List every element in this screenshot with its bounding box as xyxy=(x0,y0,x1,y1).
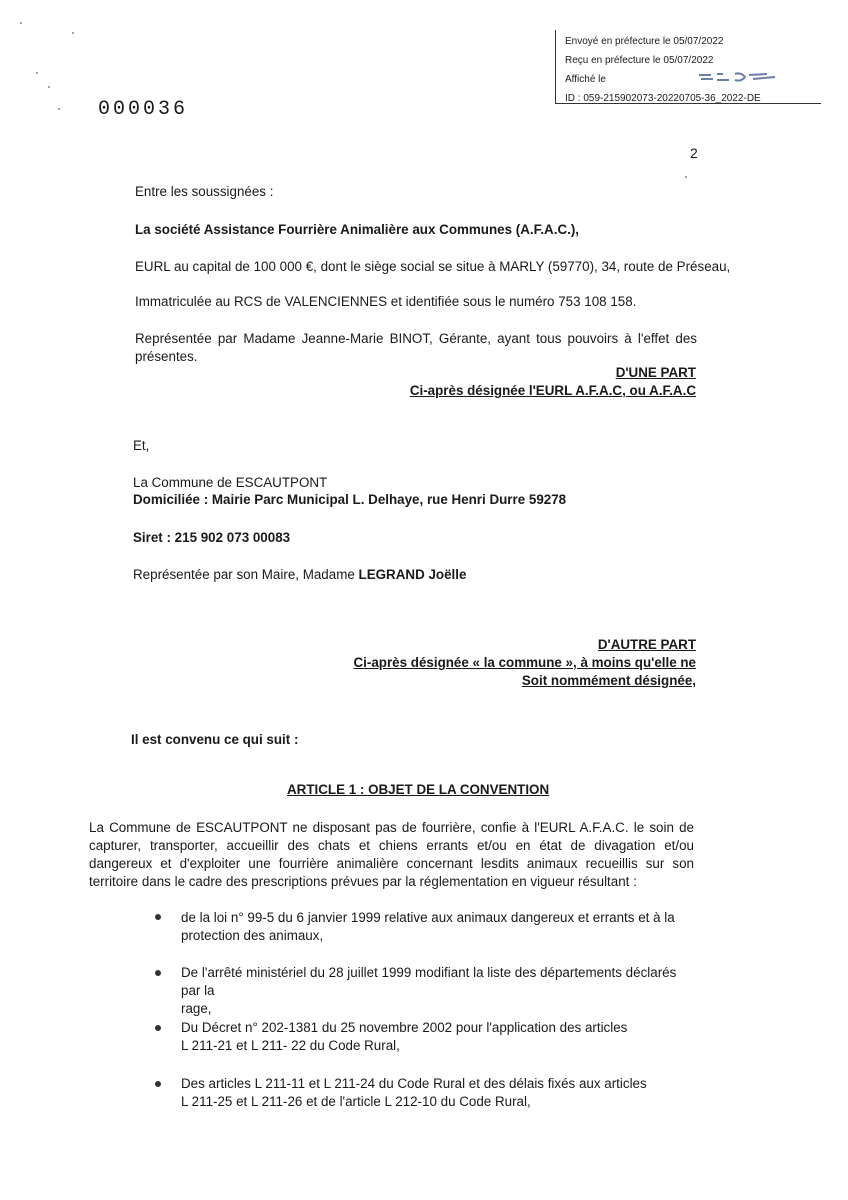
list-item xyxy=(181,909,697,945)
party2-representative-prefix: Représentée par son Maire, Madame xyxy=(133,567,359,582)
page-number: 2 xyxy=(690,145,698,161)
party1-registration: Immatriculée au RCS de VALENCIENNES et identifiée sous le numéro 753 108 158. xyxy=(135,294,637,309)
party2-designation-line2: Soit nommément désignée, xyxy=(521,673,696,688)
party2-siret: Siret : 215 902 073 00083 xyxy=(133,530,291,545)
party2-part-label: D'AUTRE PART xyxy=(597,637,696,652)
list-item-line1: De l'arrêté ministériel du 28 juillet 1999 modifiant la liste des départements déclarés par la xyxy=(181,965,677,998)
intro-text: Entre les soussignées : xyxy=(135,184,274,199)
bullet-icon xyxy=(155,1025,161,1031)
agreement-heading: Il est convenu ce qui suit : xyxy=(131,732,299,747)
party1-capital: EURL au capital de 100 000 €, dont le siège social se situe à MARLY (59770), 34, route de Préseau, xyxy=(135,259,731,274)
party1-representative-line1: Représentée par Madame Jeanne-Marie BINOT, Gérante, ayant tous pouvoirs à l'effet des xyxy=(135,331,697,346)
list-item-line2: L 211-21 et L 211- 22 du Code Rural, xyxy=(181,1038,400,1053)
list-item-line1: Des articles L 211-11 et L 211-24 du Code Rural et des délais fixés aux articles xyxy=(181,1076,647,1091)
scan-speck xyxy=(48,86,50,88)
party2-address: Domiciliée : Mairie Parc Municipal L. Delhaye, rue Henri Durre 59278 xyxy=(133,492,567,507)
stamp-id: ID : 059-215902073-20220705-36_2022-DE xyxy=(565,93,761,105)
article1-body: La Commune de ESCAUTPONT ne disposant pas de fourrière, confie à l'EURL A.F.A.C. le soin de capturer, transporter, accueillir des chats et chiens errants et/ou en état de divagation et/ou dangereux et d'exploiter une fourrière animalière concernant lesdits animaux recueillis sur son territoire dans le cadre des prescriptions prévues par la réglementation en vigueur résultant : xyxy=(89,820,694,889)
article1-title: ARTICLE 1 : OBJET DE LA CONVENTION xyxy=(287,782,550,797)
stamp-sent-date: Envoyé en préfecture le 05/07/2022 xyxy=(565,36,724,47)
party1-part-label: D'UNE PART xyxy=(615,365,696,380)
stamp-received-date: Reçu en préfecture le 05/07/2022 xyxy=(565,55,714,66)
bullet-icon xyxy=(155,1081,161,1087)
slo-signature-mark xyxy=(697,70,777,89)
bullet-icon xyxy=(155,970,161,976)
page-reference: 000036 xyxy=(98,98,189,121)
party2-designation-line1: Ci-après désignée « la commune », à moins qu'elle ne xyxy=(353,655,696,670)
list-item-line2: rage, xyxy=(181,1001,212,1016)
scan-speck xyxy=(58,108,60,110)
prefecture-stamp xyxy=(555,30,821,104)
and-text: Et, xyxy=(133,438,150,453)
stamp-posted-label: Affiché le xyxy=(565,74,606,86)
scan-speck xyxy=(685,176,687,178)
list-item xyxy=(181,1019,697,1055)
party1-designation: Ci-après désignée l'EURL A.F.A.C, ou A.F.A.C xyxy=(409,383,696,398)
bullet-icon xyxy=(155,914,161,920)
scan-speck xyxy=(72,32,74,34)
scan-speck xyxy=(36,72,38,74)
list-item-line2: L 211-25 et L 211-26 et de l'article L 212-10 du Code Rural, xyxy=(181,1094,531,1109)
party2-representative-name: LEGRAND Joëlle xyxy=(358,567,467,582)
list-item xyxy=(181,1075,697,1111)
list-item-line1: Du Décret n° 202-1381 du 25 novembre 2002 pour l'application des articles xyxy=(181,1020,628,1035)
list-item-line1: de la loi n° 99-5 du 6 janvier 1999 relative aux animaux dangereux et errants et à la xyxy=(181,910,675,925)
list-item xyxy=(181,964,697,1018)
scan-speck xyxy=(20,22,22,24)
list-item-line2: protection des animaux, xyxy=(181,928,324,943)
party2-name: La Commune de ESCAUTPONT xyxy=(133,475,328,490)
stamp-posted-line xyxy=(565,70,821,89)
party1-name: La société Assistance Fourrière Animalière aux Communes (A.F.A.C.), xyxy=(135,222,580,237)
party2-representative xyxy=(133,566,466,584)
party1-representative-line2: présentes. xyxy=(135,349,198,364)
